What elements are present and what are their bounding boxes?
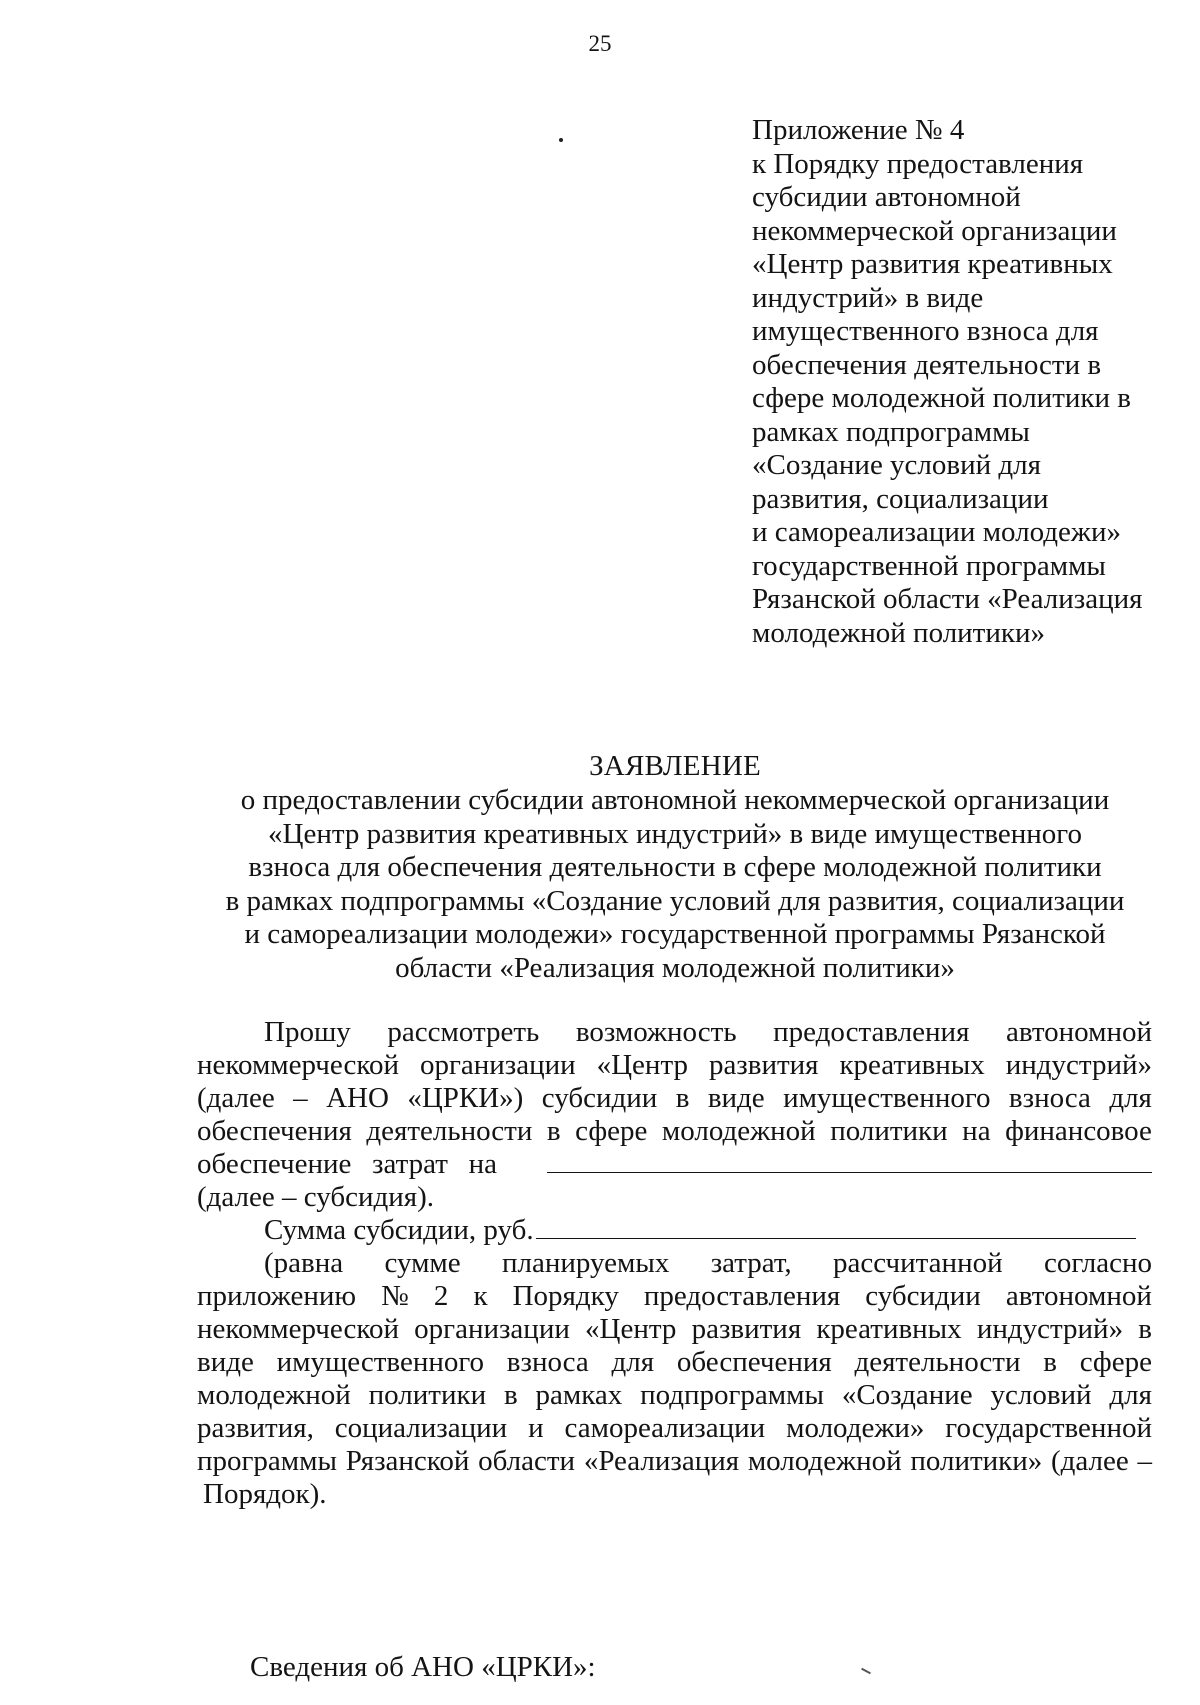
word: в (503, 1379, 518, 1411)
word: политики» (910, 1445, 1043, 1477)
word: в (1138, 1313, 1152, 1345)
word: политики (830, 1115, 948, 1147)
request-paragraph (197, 1016, 1152, 1148)
text-line (197, 1247, 1152, 1280)
word: автономной (1005, 1280, 1152, 1312)
word: взноса (1008, 1082, 1091, 1114)
text-line (197, 1049, 1152, 1082)
word: – (293, 1082, 308, 1114)
explanation-paragraph (197, 1247, 1152, 1478)
text-line: Рязанской области «Реализация (752, 583, 1143, 615)
statement-body (197, 1016, 1152, 1511)
word: некоммерческой (197, 1313, 399, 1345)
word: молодежной (197, 1379, 351, 1411)
word: приложению (197, 1280, 357, 1312)
word: для (1109, 1379, 1152, 1411)
request-closing (197, 1181, 1152, 1214)
word: программы (197, 1445, 337, 1477)
text-line: «Центр развития креативных (752, 248, 1113, 280)
text-line: к Порядку предоставления (752, 147, 1084, 180)
appendix-header (752, 114, 1172, 650)
word: молодежной (747, 1445, 902, 1477)
text-line: имущественного взноса для (752, 315, 1099, 347)
word: для (611, 1346, 655, 1378)
word: креативных (839, 1049, 985, 1081)
text-line: субсидии автономной (752, 181, 1021, 213)
word: и (528, 1412, 544, 1444)
word: рассчитанной (833, 1247, 1003, 1279)
text-line: индустрий» в виде (752, 281, 984, 314)
text-line: государственной программы (752, 549, 1106, 582)
word: социализации (334, 1412, 508, 1444)
word: имущественного (276, 1346, 485, 1378)
text-line: рамках подпрограммы (752, 415, 1030, 448)
sum-blank-field[interactable] (536, 1214, 1136, 1239)
word: № (381, 1280, 409, 1312)
text-line: и самореализации молодежи» государственной программы Рязанской (244, 918, 1106, 950)
text-line (197, 1412, 1152, 1445)
word: Порядку (512, 1280, 619, 1312)
word: молодежи» (786, 1412, 925, 1444)
word: «Центр (596, 1049, 688, 1081)
sum-line (197, 1214, 1152, 1247)
word: имущественного (783, 1082, 991, 1114)
word: некоммерческой (197, 1049, 399, 1081)
word: Прошу (264, 1016, 351, 1048)
word: развития (691, 1313, 802, 1345)
word: субсидии (865, 1280, 981, 1312)
sum-label: Сумма субсидии, руб. (264, 1214, 534, 1246)
text-line (197, 1313, 1152, 1346)
word: государственной (945, 1412, 1152, 1444)
text-line (197, 1082, 1152, 1115)
word: области (478, 1445, 576, 1477)
text-line: обеспечения деятельности в (752, 348, 1102, 381)
scan-dot-mark (559, 138, 563, 142)
word: сфере (575, 1115, 648, 1147)
text-line: «Создание условий для (752, 449, 1041, 481)
word: на (468, 1148, 497, 1180)
word: в (546, 1115, 561, 1147)
text-line (197, 1346, 1152, 1379)
costs-blank-field[interactable] (547, 1148, 1152, 1173)
word: индустрий» (1005, 1049, 1152, 1081)
page-number: 25 (588, 31, 612, 56)
text-line: развития, социализации (752, 482, 1049, 515)
costs-line (197, 1148, 1152, 1181)
word: (далее (1051, 1445, 1129, 1477)
explanation-closing-text: Порядок). (203, 1478, 327, 1510)
text-line: и самореализации молодежи» (752, 516, 1121, 548)
text-line: молодежной политики» (752, 616, 1045, 649)
word: молодежной (661, 1115, 816, 1147)
text-line: взноса для обеспечения деятельности в сфере молодежной политики (248, 851, 1102, 883)
word: 2 (433, 1280, 449, 1312)
word: предоставления (773, 1016, 970, 1048)
word: политики (368, 1379, 487, 1411)
word: организации (419, 1049, 576, 1081)
costs-text (197, 1148, 497, 1181)
scan-stray-mark (861, 1668, 871, 1674)
word: – (1137, 1445, 1152, 1477)
text-line (197, 1379, 1152, 1412)
text-line (197, 1016, 1152, 1049)
word: взноса (506, 1346, 589, 1378)
word: индустрий» (976, 1313, 1124, 1345)
request-closing-text: (далее – субсидия). (197, 1181, 435, 1213)
word: виде (707, 1082, 765, 1114)
text-line: сфере молодежной политики в (752, 382, 1131, 414)
word: планируемых (502, 1247, 670, 1279)
word: «ЦРКИ») (407, 1082, 524, 1114)
word: предоставления (643, 1280, 841, 1312)
info-heading: Сведения об АНО «ЦРКИ»: (250, 1651, 596, 1683)
word: организации (414, 1313, 570, 1345)
word: для (1109, 1082, 1152, 1114)
word: субсидии (541, 1082, 658, 1114)
word: в (675, 1082, 690, 1114)
word: деятельности (854, 1346, 1021, 1378)
word: к (473, 1280, 488, 1312)
text-line (197, 1115, 1152, 1148)
word: в (1043, 1346, 1057, 1378)
word: затрат (372, 1148, 448, 1180)
word: согласно (1043, 1247, 1152, 1279)
word: обеспечения (197, 1115, 352, 1147)
word: (равна (264, 1247, 344, 1279)
word: рамках (535, 1379, 623, 1411)
text-line: области «Реализация молодежной политики» (395, 951, 955, 984)
word: АНО (326, 1082, 389, 1114)
word: «Реализация (583, 1445, 740, 1477)
text-line (197, 1280, 1152, 1313)
word: условий (990, 1379, 1092, 1411)
word: развития, (197, 1412, 314, 1444)
word: затрат, (710, 1247, 792, 1279)
word: сфере (1079, 1346, 1152, 1378)
word: «Центр (585, 1313, 677, 1345)
word: подпрограммы (640, 1379, 824, 1411)
word: сумме (384, 1247, 461, 1279)
word: рассмотреть (387, 1016, 540, 1048)
statement-subtitle (0, 784, 1200, 985)
word: «Создание (841, 1379, 973, 1411)
word: финансовое (1005, 1115, 1152, 1147)
text-line: в рамках подпрограммы «Создание условий для развития, социализации (225, 884, 1125, 917)
word: возможность (575, 1016, 737, 1048)
word: на (962, 1115, 991, 1147)
word: автономной (1006, 1016, 1152, 1048)
word: креативных (816, 1313, 962, 1345)
text-line: о предоставлении субсидии автономной некоммерческой организации (240, 784, 1110, 816)
word: деятельности (366, 1115, 533, 1147)
text-line: некоммерческой организации (752, 214, 1117, 247)
word: самореализации (564, 1412, 766, 1444)
statement-title: ЗАЯВЛЕНИЕ (589, 750, 761, 782)
explanation-closing (197, 1478, 1152, 1511)
word: Рязанской (345, 1445, 470, 1477)
text-line (197, 1445, 1152, 1478)
text-line: «Центр развития креативных индустрий» в виде имущественного (268, 817, 1082, 850)
text-line: Приложение № 4 (752, 114, 965, 146)
word: (далее (197, 1082, 275, 1114)
word: виде (197, 1346, 254, 1378)
word: обеспечение (197, 1148, 352, 1180)
word: обеспечения (676, 1346, 832, 1378)
word: развития (708, 1049, 819, 1081)
